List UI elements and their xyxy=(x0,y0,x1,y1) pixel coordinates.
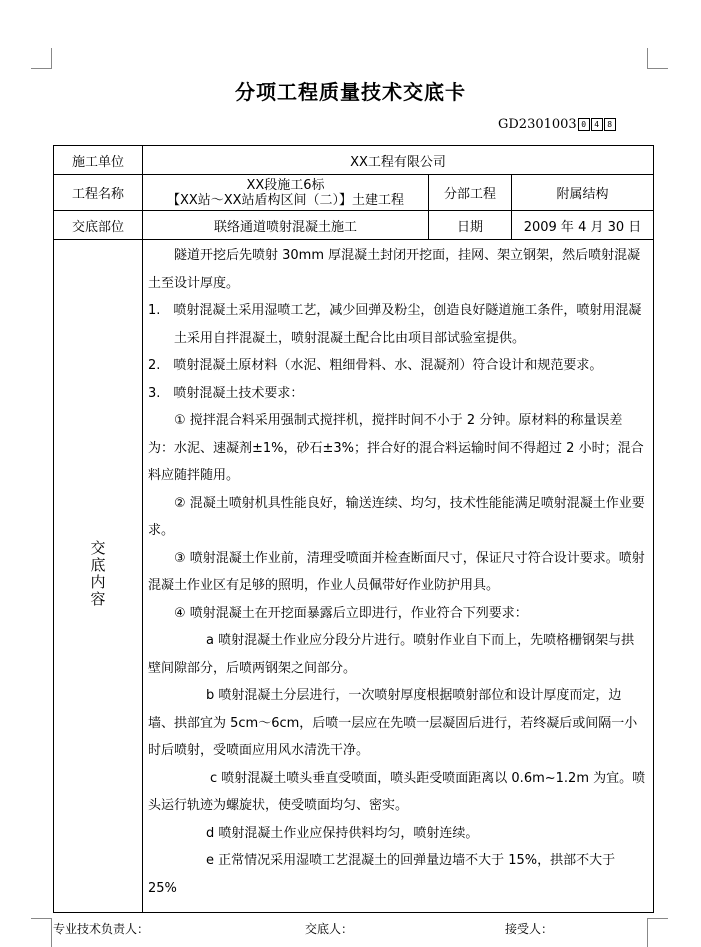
footer-deliverer: 交底人： xyxy=(305,922,354,936)
content-paragraph: 隧道开挖后先喷射 30mm 厚混凝土封闭开挖面，挂网、架立钢架，然后喷射混凝土至设计厚度。 xyxy=(148,248,641,291)
crop-mark-bottom-left xyxy=(31,918,52,947)
project-value xyxy=(143,175,429,211)
row-construction-unit xyxy=(54,146,654,175)
code-box-2: 4 xyxy=(591,118,603,131)
date-label: 日期 xyxy=(429,211,512,240)
row-handover-content xyxy=(54,240,654,913)
content-paragraph: ② 混凝土喷射机具性能良好，输送连续、均匀，技术性能能满足喷射混凝土作业要求。 xyxy=(148,495,645,538)
content-paragraph: ④ 喷射混凝土在开挖面暴露后立即进行，作业符合下列要求： xyxy=(174,605,528,621)
content-paragraph: e 正常情况采用湿喷工艺混凝土的回弹量边墙不大于 15%，拱部不大于 25% xyxy=(148,853,616,896)
unit-value: XX工程有限公司 xyxy=(143,146,654,175)
content-paragraph: d 喷射混凝土作业应保持供料均匀，喷射连续。 xyxy=(206,825,479,841)
row-project-name xyxy=(54,175,654,211)
content-paragraph: ③ 喷射混凝土作业前，清理受喷面并检查断面尺寸，保证尺寸符合设计要求。喷射混凝土作业区有足够的照明，作业人员佩带好作业防护用具。 xyxy=(148,550,645,593)
content-paragraph: 2. 喷射混凝土原材料（水泥、粗细骨料、水、混凝剂）符合设计和规范要求。 xyxy=(148,358,603,373)
content-paragraph: 3. 喷射混凝土技术要求： xyxy=(148,385,304,401)
content-paragraph: 1. 喷射混凝土采用湿喷工艺，减少回弹及粉尘，创造良好隧道施工条件，喷射用混凝土采用自拌混凝土，喷射混凝土配合比由项目部试验室提供。 xyxy=(148,303,642,346)
content-paragraph: a 喷射混凝土作业应分段分片进行。喷射作业自下而上，先喷格栅钢架与拱壁间隙部分，后喷两钢架之间部分。 xyxy=(148,633,635,676)
footer-tech-lead: 专业技术负责人： xyxy=(53,922,150,936)
content-label-cell xyxy=(54,240,143,913)
sub-project-label: 分部工程 xyxy=(429,175,512,211)
unit-label: 施工单位 xyxy=(54,146,143,175)
date-value: 2009 年 4 月 30 日 xyxy=(512,211,654,240)
document-code xyxy=(498,117,616,132)
content-body xyxy=(143,240,654,913)
code-box-3: 8 xyxy=(604,118,616,131)
footer-receiver: 接受人： xyxy=(505,922,554,936)
content-label: 交底内容 xyxy=(88,540,107,608)
content-paragraph: ① 搅拌混合料采用强制式搅拌机，搅拌时间不小于 2 分钟。原材料的称量误差为：水泥、速凝剂±1%，砂石±3%；拌合好的混合料运输时间不得超过 2 小时；混合料应随拌随用。 xyxy=(148,413,644,483)
code-box-1: 0 xyxy=(578,118,590,131)
content-paragraph: b 喷射混凝土分层进行，一次喷射厚度根据喷射部位和设计厚度而定，边墙、拱部宜为 5cm～6cm，后喷一层应在先喷一层凝固后进行，若终凝后或间隔一小时后喷射，受喷面应用风水清洗干净。 xyxy=(148,688,638,758)
part-label: 交底部位 xyxy=(54,211,143,240)
handover-card-table xyxy=(53,145,654,913)
project-line-1: XX段施工6标 xyxy=(246,177,325,193)
row-handover-part xyxy=(54,211,654,240)
crop-mark-top-left xyxy=(31,48,52,69)
crop-mark-bottom-right xyxy=(647,918,668,947)
project-label: 工程名称 xyxy=(54,175,143,211)
content-paragraph: c 喷射混凝土喷头垂直受喷面，喷头距受喷面距离以 0.6m~1.2m 为宜。喷头运行轨迹为螺旋状，使受喷面均匀、密实。 xyxy=(148,770,646,813)
project-line-2: 【XX站～XX站盾构区间（二）】土建工程 xyxy=(166,192,405,208)
part-value: 联络通道喷射混凝土施工 xyxy=(143,211,429,240)
crop-mark-top-right xyxy=(647,48,668,69)
sub-project-value: 附属结构 xyxy=(512,175,654,211)
code-prefix: GD2301003 xyxy=(498,117,577,132)
document-title: 分项工程质量技术交底卡 xyxy=(235,80,466,104)
